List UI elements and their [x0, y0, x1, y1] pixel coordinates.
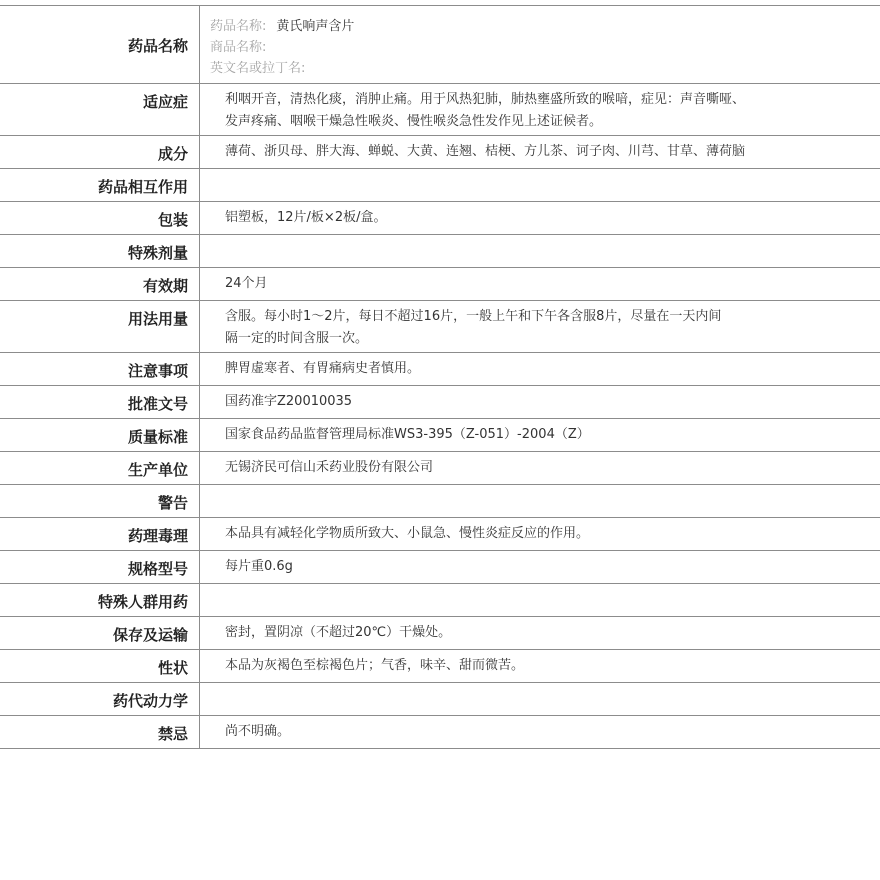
trade-name-key: 商品名称: — [210, 40, 267, 55]
row-label: 药品名称 — [0, 6, 200, 83]
row-pharmacokinetics — [0, 683, 880, 716]
row-value — [200, 235, 880, 267]
row-value: 国药准字Z20010035 — [225, 394, 353, 409]
row-label: 禁忌 — [0, 716, 200, 748]
value-line: 利咽开音，清热化痰，消肿止痛。用于风热犯肺，肺热壅盛所致的喉喑，症见：声音嘶哑、 — [225, 92, 746, 107]
row-label: 药代动力学 — [0, 683, 200, 715]
row-shelf-life — [0, 268, 880, 301]
row-label: 批准文号 — [0, 386, 200, 418]
generic-name-line — [210, 16, 880, 37]
row-specification — [0, 551, 880, 584]
row-quality-standard — [0, 419, 880, 452]
row-value — [200, 683, 880, 715]
row-label: 用法用量 — [0, 301, 200, 352]
row-label: 包装 — [0, 202, 200, 234]
row-pharmacology — [0, 518, 880, 551]
row-interactions — [0, 169, 880, 202]
english-name-key: 英文名或拉丁名: — [210, 61, 306, 76]
row-manufacturer — [0, 452, 880, 485]
row-label: 成分 — [0, 136, 200, 168]
english-name-line — [210, 58, 880, 79]
value-line: 隔一定的时间含服一次。 — [225, 331, 369, 346]
row-value: 每片重0.6g — [225, 559, 293, 574]
row-value: 本品为灰褐色至棕褐色片；气香，味辛、甜而微苦。 — [225, 658, 525, 673]
row-label: 警告 — [0, 485, 200, 517]
row-drug-name — [0, 6, 880, 84]
generic-name-value: 黄氏响声含片 — [276, 19, 355, 34]
generic-name-key: 药品名称: — [210, 19, 267, 34]
row-label: 性状 — [0, 650, 200, 682]
row-precautions — [0, 353, 880, 386]
row-package — [0, 202, 880, 235]
row-value: 密封，置阴凉（不超过20℃）干燥处。 — [225, 625, 452, 640]
row-label: 注意事项 — [0, 353, 200, 385]
row-label: 有效期 — [0, 268, 200, 300]
row-value: 24个月 — [225, 276, 268, 291]
row-value — [200, 584, 880, 616]
row-label: 特殊剂量 — [0, 235, 200, 267]
row-ingredients — [0, 136, 880, 169]
row-value: 尚不明确。 — [225, 724, 291, 739]
row-storage — [0, 617, 880, 650]
row-special-populations — [0, 584, 880, 617]
row-contraindications — [0, 716, 880, 749]
row-approval-number — [0, 386, 880, 419]
row-label: 质量标准 — [0, 419, 200, 451]
row-label: 特殊人群用药 — [0, 584, 200, 616]
row-description — [0, 650, 880, 683]
drug-info-table — [0, 5, 880, 749]
row-label: 保存及运输 — [0, 617, 200, 649]
row-value: 铝塑板，12片/板×2板/盒。 — [225, 210, 387, 225]
row-value: 国家食品药品监督管理局标准WS3-395（Z-051）-2004（Z） — [225, 427, 590, 442]
row-label: 药品相互作用 — [0, 169, 200, 201]
trade-name-line — [210, 37, 880, 58]
row-value — [200, 485, 880, 517]
row-label: 生产单位 — [0, 452, 200, 484]
row-usage-dosage — [0, 301, 880, 353]
row-label: 药理毒理 — [0, 518, 200, 550]
row-special-dosage — [0, 235, 880, 268]
row-value: 本品具有减轻化学物质所致大、小鼠急、慢性炎症反应的作用。 — [225, 526, 590, 541]
row-value: 脾胃虚寒者、有胃痛病史者慎用。 — [225, 361, 421, 376]
row-value — [200, 169, 880, 201]
row-value — [200, 301, 880, 352]
row-value: 薄荷、浙贝母、胖大海、蝉蜕、大黄、连翘、桔梗、方儿茶、诃子肉、川芎、甘草、薄荷脑 — [225, 144, 746, 159]
row-value — [200, 84, 880, 135]
row-label: 规格型号 — [0, 551, 200, 583]
drug-name-values — [200, 6, 880, 83]
value-line: 含服。每小时1～2片，每日不超过16片，一般上午和下午各含服8片，尽量在一天内间 — [225, 309, 722, 324]
value-line: 发声疼痛、咽喉干燥急性喉炎、慢性喉炎急性发作见上述证候者。 — [225, 114, 603, 129]
row-label: 适应症 — [0, 84, 200, 135]
row-value: 无锡济民可信山禾药业股份有限公司 — [225, 460, 434, 475]
row-warning — [0, 485, 880, 518]
row-indications — [0, 84, 880, 136]
